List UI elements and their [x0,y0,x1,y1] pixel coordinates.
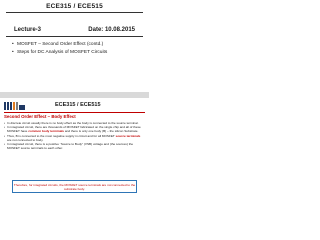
lecture-number: Lecture-3 [14,27,42,33]
topic-list [12,41,107,57]
header-rule [4,112,145,113]
course-code: ECE315 / ECE515 [55,102,101,108]
slide-body-effect [0,98,149,198]
date-rule [6,36,143,37]
iiit-logo [4,102,25,110]
list-item: • In integrated circuit, there are thousands of MOSFET fabricated on the single chip and all of these MOSFET have common body terminals and there is only one body (B) – the silicon Substrate. [4,125,141,134]
topic-item: • MOSFET – Second Order Effect (contd.) [12,42,104,47]
conclusion-callout: Therefore, for integrated circuits, the MOSFET source terminals are not connected to the substrate body. [12,180,137,193]
lecture-date: Date: 10.08.2015 [88,27,135,33]
body-effect-list [4,121,145,150]
slide-title [0,0,149,92]
course-code: ECE315 / ECE515 [46,3,103,10]
list-item: • Thus, B is connected to the most negative supply in circuit and for all MOSFET source terminals are not connected to body. [4,133,141,142]
section-title: Second Order Effect – Body Effect [4,114,76,119]
header-rule [6,12,143,13]
list-item: • In discrete circuit usually there is no body effect as the body is connected to the source terminal. [4,121,139,125]
list-item: • In integrated circuit, there is a positive “Source to Body” (VSB) voltage and (the sources) the MOSFET source terminals to each other. [4,142,134,151]
topic-item: • Steps for DC Analysis of MOSFET Circuits [12,50,108,55]
